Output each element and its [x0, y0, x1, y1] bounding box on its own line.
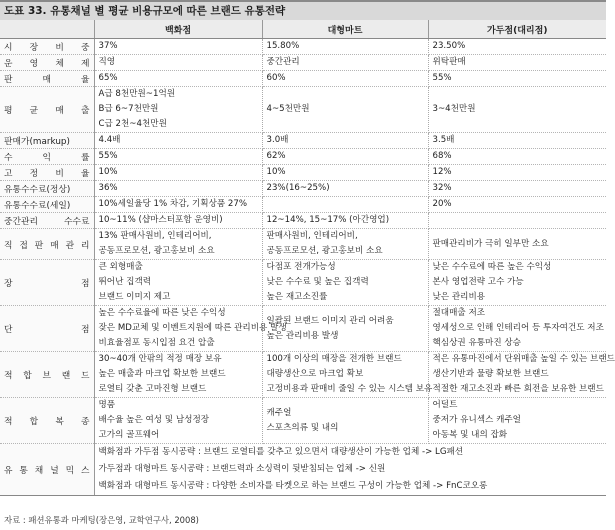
table-cell — [428, 398, 606, 444]
table-cell — [262, 165, 428, 181]
cell-line: 65% — [98, 73, 118, 83]
cell-line: 로열티 갖춘 고마진형 브랜드 — [98, 384, 207, 394]
table-cell — [428, 133, 606, 149]
table-row — [0, 149, 606, 165]
table-row — [0, 165, 606, 181]
row-label: 직 접 판 매 관 리 — [0, 229, 94, 260]
cell-line: 15.80% — [266, 41, 300, 51]
table-cell — [94, 39, 262, 55]
table-row — [0, 87, 606, 133]
cell-line: 아동복 및 내의 잡화 — [432, 430, 508, 440]
source-note: 자료 : 패션유통과 마케팅(장은영, 교학연구사, 2008) — [4, 515, 199, 525]
row-label: 시 장 비 중 — [0, 39, 94, 55]
table-cell — [428, 87, 606, 133]
cell-line: C급 2천~4천만원 — [98, 119, 167, 129]
cell-line: 적절한 재고소진과 빠른 회전을 보유한 브랜드 — [432, 384, 604, 394]
cell-line: 캐주얼 — [266, 407, 292, 418]
row-label: 적 합 브 랜 드 — [0, 352, 94, 398]
table-row — [0, 398, 606, 444]
row-label: 단 점 — [0, 306, 94, 352]
table-cell — [262, 71, 428, 87]
cell-line: 중간관리 — [266, 57, 300, 67]
table-cell — [94, 71, 262, 87]
table-cell — [94, 133, 262, 149]
cell-line: 생산기반과 물량 확보한 브랜드 — [432, 369, 549, 379]
table-cell — [428, 39, 606, 55]
cell-line: 23.50% — [432, 41, 466, 51]
cell-line: 비효율점포 동시입점 요건 압출 — [98, 338, 215, 348]
table-cell — [262, 229, 428, 260]
cell-line: 일괄된 브랜드 이미지 관리 어려움 — [266, 315, 394, 326]
table-cell — [262, 213, 428, 229]
table-cell — [262, 39, 428, 55]
cell-line: 본사 영업전략 고수 가능 — [432, 277, 524, 287]
table-cell — [94, 306, 287, 352]
strategy-line: 가두점과 대형마트 동시공략 : 브랜드력과 소싱력이 뒷받침되는 업체 -> 신원 — [98, 464, 386, 474]
row-label: 평 균 매 출 — [0, 87, 94, 133]
cell-line: 30~40개 안팎의 적정 매장 보유 — [98, 354, 222, 364]
table-row — [0, 133, 606, 149]
row-label: 적 합 복 종 — [0, 398, 94, 444]
row-label: 유통수수료(정상) — [0, 181, 94, 197]
cell-line: 고정비용과 판매비 줄일 수 있는 시스템 보유 — [266, 384, 433, 394]
cell-line: 3~4천만원 — [432, 104, 476, 114]
cell-line: 55% — [98, 151, 118, 161]
cell-line: 68% — [432, 151, 452, 161]
table-cell — [428, 149, 606, 165]
table-cell — [428, 55, 606, 71]
table-cell — [428, 352, 615, 398]
table-row — [0, 229, 606, 260]
row-label: 유 통 채 널 믹 스 — [0, 444, 94, 496]
cell-line: 위탁판매 — [432, 57, 466, 67]
cell-line: 10% — [98, 167, 118, 177]
cell-line: 적은 유통마진에서 단위매출 높일 수 있는 브랜드 — [432, 354, 615, 364]
cell-line: 높은 매출과 마크업 확보한 브랜드 — [98, 369, 226, 379]
table-cell — [94, 55, 262, 71]
cell-line: 스포츠의류 및 내의 — [266, 422, 339, 433]
cell-line: 4~5천만원 — [266, 104, 310, 114]
cell-line: 높은 관리비용 발생 — [266, 330, 339, 341]
cell-line: 영세성으로 인해 인테리어 등 투자여건도 저조 — [432, 323, 604, 333]
cell-line: 대량생산으로 마크업 확보 — [266, 369, 364, 379]
cell-line: 13% 판매사원비, 인테리어비, — [98, 231, 212, 241]
strategy-line: 백화점과 가두점 동시공략 : 브랜드 로열티를 갖추고 있으면서 대량생산이 가능한 업체 -> LG패션 — [98, 447, 464, 457]
cell-line: 3.5배 — [432, 135, 455, 145]
cell-line: 36% — [98, 183, 118, 193]
strategy-table — [0, 20, 615, 496]
header-corner — [0, 20, 94, 39]
table-cell — [262, 55, 428, 71]
row-label: 유통수수료(세일) — [0, 197, 94, 213]
row-label: 수 익 률 — [0, 149, 94, 165]
cell-line: 판매관리비가 극히 일부만 소요 — [432, 238, 549, 249]
cell-line: 23%(16~25%) — [266, 183, 330, 193]
cell-line: 어덜트 — [432, 400, 458, 410]
table-cell — [428, 181, 606, 197]
row-label: 운 영 체 제 — [0, 55, 94, 71]
table-cell — [94, 165, 262, 181]
row-label: 중간관리 수수료 — [0, 213, 94, 229]
table-cell — [428, 197, 606, 213]
table-row — [0, 213, 606, 229]
strategy-cell — [94, 444, 606, 496]
cell-line: 큰 외형매출 — [98, 262, 143, 272]
cell-line: 10%세일율당 1% 차감, 기획상품 27% — [98, 199, 248, 209]
cell-line: B급 6~7천만원 — [98, 104, 159, 114]
table-cell — [94, 149, 262, 165]
cell-line: 10~11% (샵마스터포함 운영비) — [98, 215, 223, 225]
table-title: 도표 33. 유통채널 별 평균 비용규모에 따른 브랜드 유통전략 — [0, 0, 606, 20]
table-cell — [262, 133, 428, 149]
table-cell — [94, 213, 262, 229]
cell-line: 60% — [266, 73, 286, 83]
cell-line: 중저가 유니섹스 캐주얼 — [432, 415, 521, 425]
cell-line: 잦은 MD교체 및 이벤트지원에 따른 관리비용 발생 — [98, 323, 287, 333]
row-label: 고 정 비 율 — [0, 165, 94, 181]
table-row — [0, 55, 606, 71]
cell-line: 판매사원비, 인테리어비, — [266, 231, 358, 241]
table-cell — [94, 229, 262, 260]
table-cell — [94, 197, 262, 213]
table-row — [0, 197, 606, 213]
table-cell — [262, 398, 428, 444]
cell-line: 배수율 높은 여성 및 남성정장 — [98, 415, 210, 425]
cell-line: 3.0배 — [266, 135, 289, 145]
cell-line: 55% — [432, 73, 452, 83]
cell-line: 12% — [432, 167, 452, 177]
cell-line: 낮은 관리비용 — [432, 292, 486, 302]
table-row — [0, 39, 606, 55]
cell-line: 100개 이상의 매장을 전개한 브랜드 — [266, 354, 402, 364]
table-cell — [262, 260, 428, 306]
cell-line: 높은 수수료율에 따른 낮은 수익성 — [98, 308, 226, 318]
cell-line: 브랜드 이미지 제고 — [98, 292, 171, 302]
table-row — [0, 260, 606, 306]
cell-line: 낮은 수수료에 따른 높은 수익성 — [432, 262, 552, 272]
header-row — [0, 20, 606, 39]
row-label: 장 점 — [0, 260, 94, 306]
header-hypermarket: 대형마트 — [262, 20, 428, 39]
cell-line: A급 8천만원~1억원 — [98, 89, 176, 99]
table-cell — [262, 352, 433, 398]
cell-line — [267, 197, 424, 212]
row-label: 판 매 율 — [0, 71, 94, 87]
table-cell — [94, 398, 262, 444]
cell-line: 높은 재고소진률 — [266, 292, 328, 302]
table-cell — [262, 197, 428, 213]
table-row — [0, 352, 606, 398]
table-row — [0, 71, 606, 87]
cell-line: 공동프로모션, 광고홍보비 소요 — [98, 246, 215, 256]
table-cell — [428, 229, 606, 260]
table-cell — [94, 87, 262, 133]
table-cell — [262, 181, 428, 197]
header-department-store: 백화점 — [94, 20, 262, 39]
cell-line: 절대매출 저조 — [432, 308, 486, 318]
cell-line: 32% — [432, 183, 452, 193]
table-cell — [262, 306, 428, 352]
table-cell — [428, 165, 606, 181]
cell-line: 낮은 수수료 및 높은 집객력 — [266, 277, 369, 287]
cell-line: 명품 — [98, 400, 116, 410]
table-cell — [428, 213, 606, 229]
cell-line: 다점포 전개가능성 — [266, 262, 336, 272]
header-street-store: 가두점(대리점) — [428, 20, 606, 39]
table-cell — [262, 149, 428, 165]
table-cell — [428, 306, 606, 352]
table-cell — [428, 260, 606, 306]
cell-line: 10% — [266, 167, 286, 177]
strategy-row — [0, 444, 606, 496]
cell-line: 20% — [432, 199, 452, 209]
cell-line: 고가의 골프웨어 — [98, 430, 160, 440]
table-cell — [262, 87, 428, 133]
table-row — [0, 181, 606, 197]
cell-line: 직영 — [98, 57, 116, 67]
cell-line: 12~14%, 15~17% (아간영업) — [266, 215, 390, 225]
table-cell — [428, 71, 606, 87]
cell-line: 뛰어난 집객력 — [98, 277, 152, 287]
table-cell — [94, 181, 262, 197]
cell-line — [433, 213, 603, 228]
cell-line: 37% — [98, 41, 118, 51]
cell-line: 공동프로모션, 광고홍보비 소요 — [266, 246, 383, 256]
cell-line: 4.4배 — [98, 135, 121, 145]
strategy-line: 백화점과 대형마트 동시공략 : 다양한 소비자를 타켓으로 하는 브랜드 구성이 가능한 업체 -> FnC코오롱 — [98, 481, 488, 491]
cell-line: 핵심상권 유통마진 상승 — [432, 338, 521, 348]
table-row — [0, 306, 606, 352]
table-cell — [94, 352, 262, 398]
row-label: 판매가(markup) — [0, 133, 94, 149]
cell-line: 62% — [266, 151, 286, 161]
table-cell — [94, 260, 262, 306]
